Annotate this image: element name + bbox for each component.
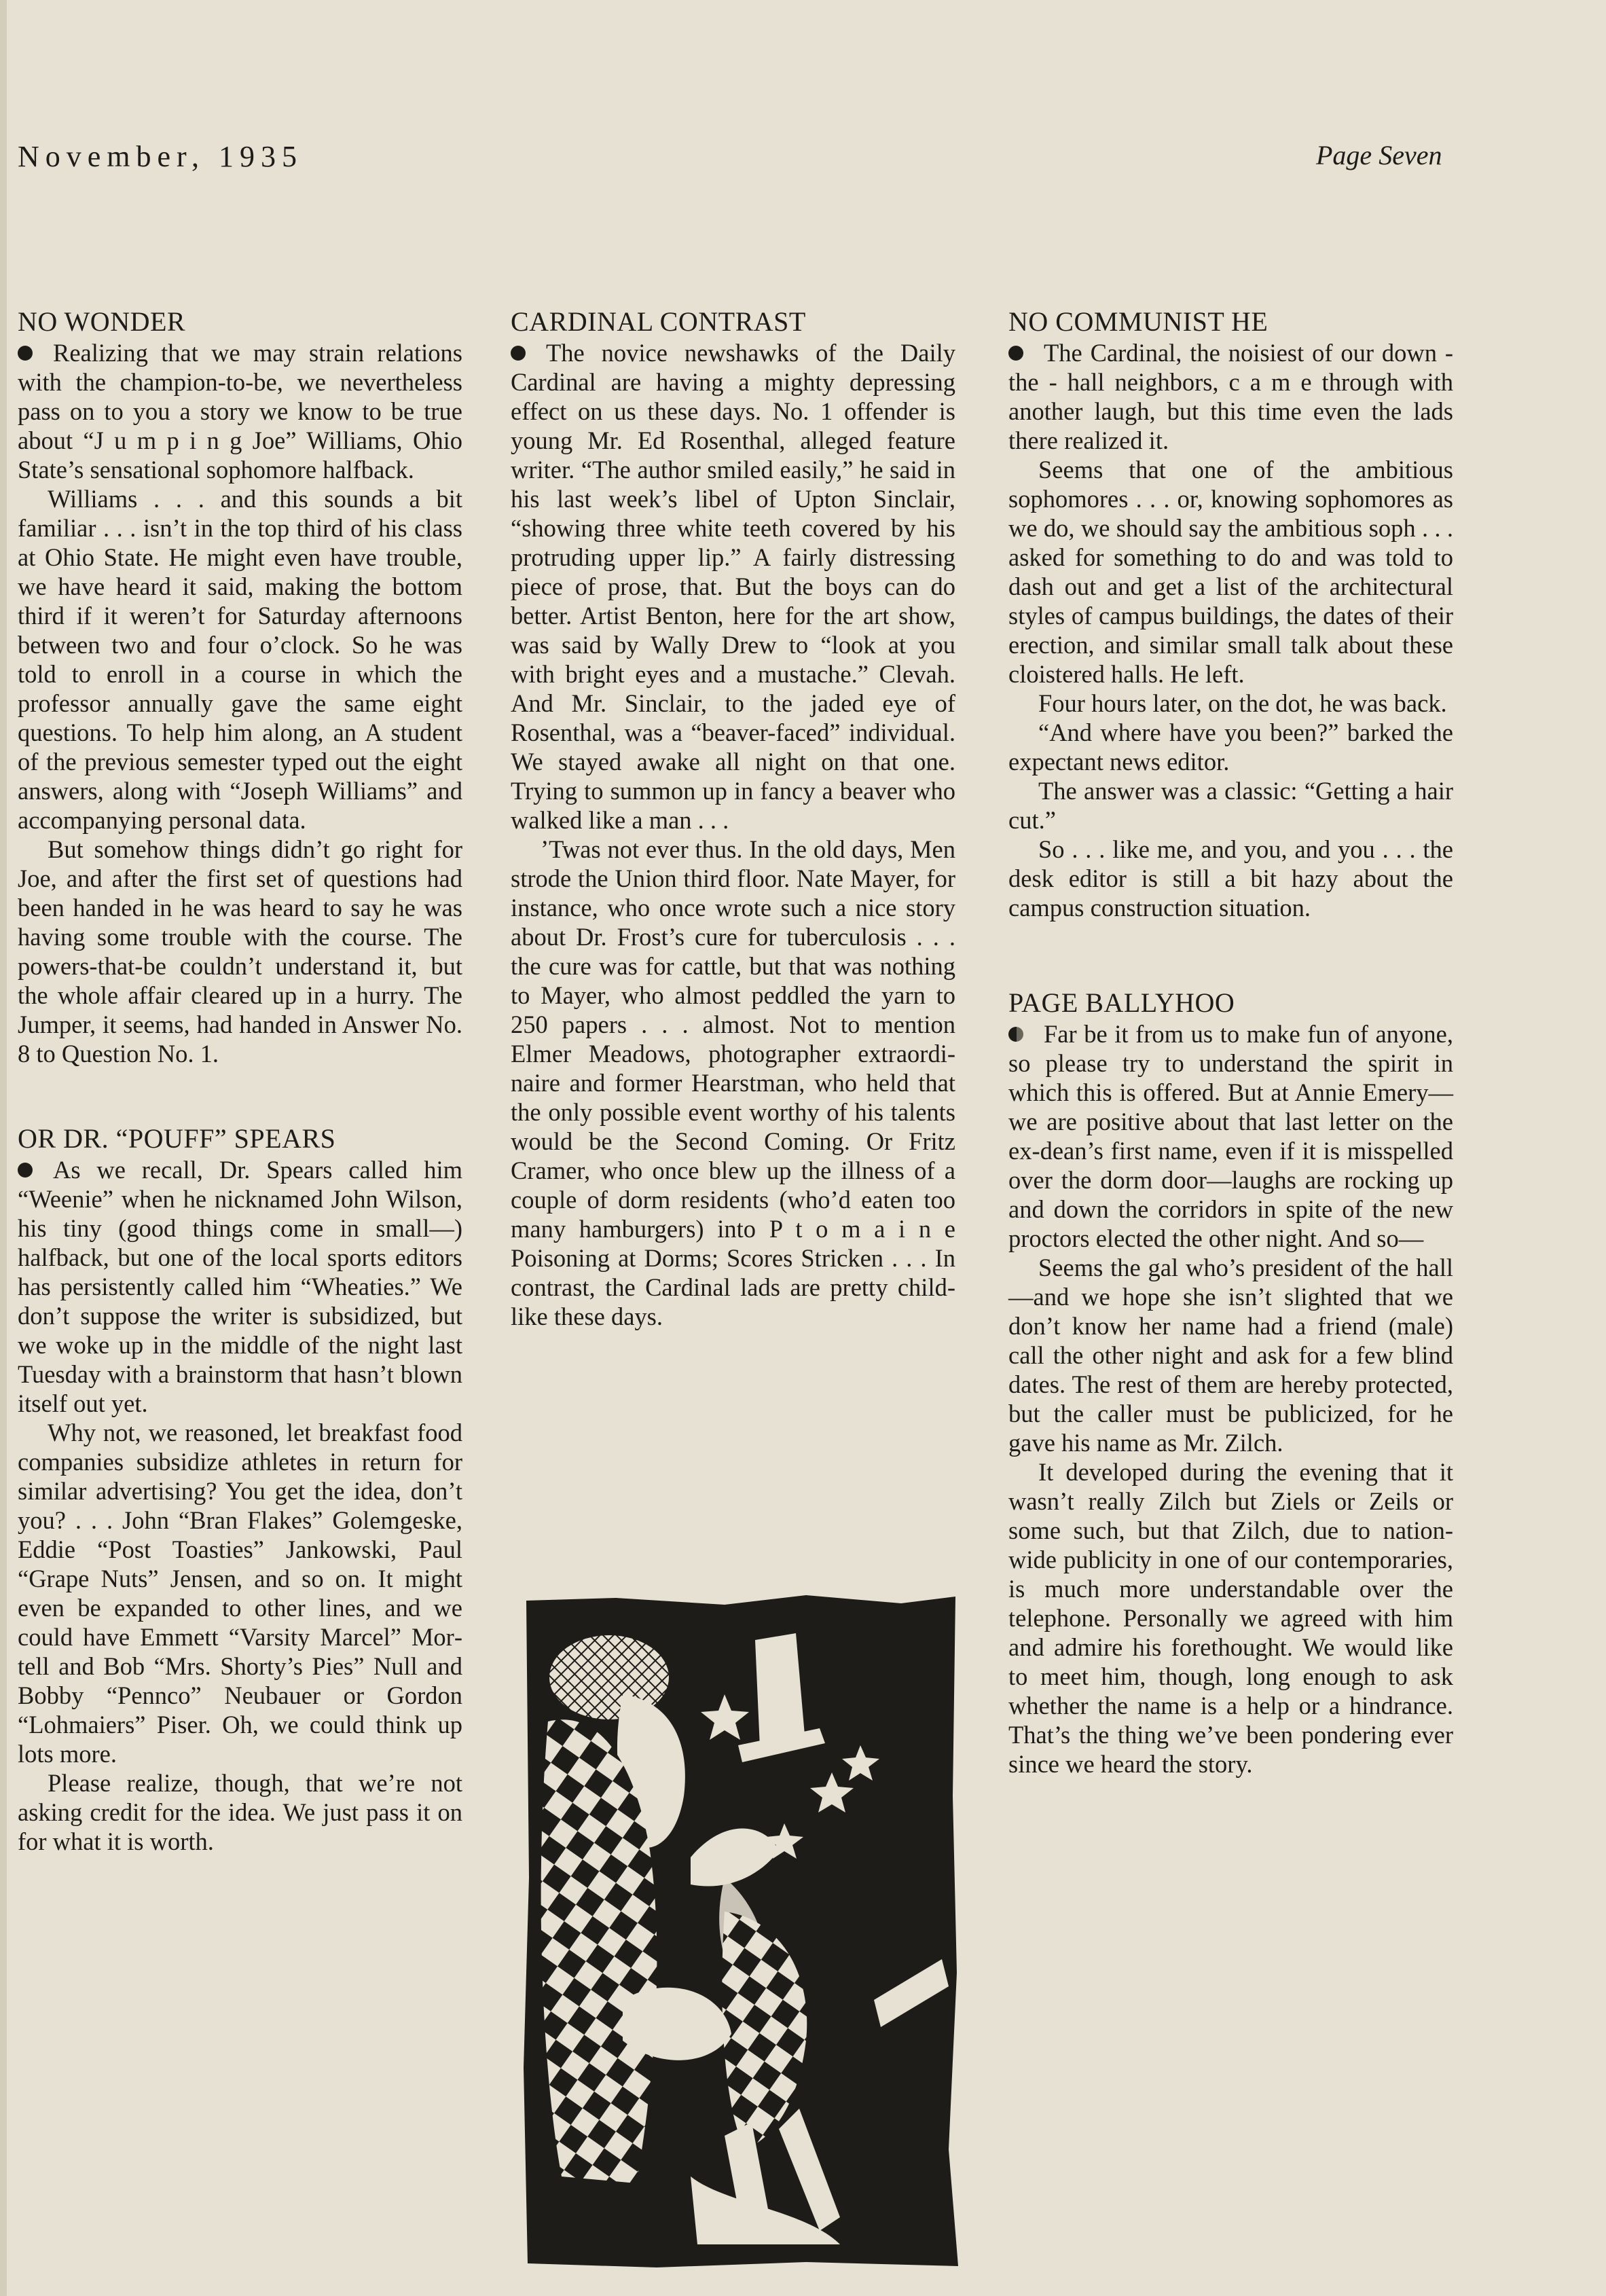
article-paragraph: “And where have you been?” barked the expectant news editor. [1008, 718, 1453, 776]
header-date: November, 1935 [18, 140, 303, 173]
woodcut-illustration [521, 1592, 961, 2272]
page-edge [0, 0, 7, 2296]
article-paragraph: Please realize, though, that we’re not asking credit for the idea. We just pass it on for what it is worth. [18, 1769, 462, 1855]
article-paragraph: Seems that one of the ambitious sophomores . . . or, knowing sophomores as we do, we should say the ambitious soph . . . asked for something to do and was told to dash out and get a list of the architectural styles of campus buildings, the dates of their erection, and similar small talk about these cloistered halls. He left. [1008, 456, 1453, 688]
article-title: NO WONDER [18, 306, 186, 337]
page-number: Page Seven [1316, 140, 1442, 170]
article-pouff-spears [18, 1123, 462, 1856]
article-paragraph: The answer was a classic: “Getting a hair cut.” [1008, 777, 1453, 834]
article-title: PAGE BALLYHOO [1008, 987, 1235, 1018]
article-no-wonder [18, 306, 462, 1068]
article-cardinal-contrast [511, 306, 955, 1331]
article-title: CARDINAL CONTRAST [511, 306, 806, 337]
column-left [18, 306, 462, 1856]
article-paragraph: Realizing that we may strain relations with the champion-to-be, we nevertheless pass on to you a story we know to be true about “J u m p i n g Joe” Williams, Ohio State’s sensational sophomore halfback. [18, 339, 462, 484]
column-right [1008, 306, 1453, 1779]
article-no-communist [1008, 306, 1453, 922]
article-paragraph: It developed during the evening that it wasn’t really Zilch but Ziels or Zeils or some such, but that Zilch, due to nation-wide publicity in one of our contemporaries, is much more understandable over the telephone. Personally we agreed with him and admire his forethought. We would like to meet him, though, long enough to ask whether the name is a help or a hindrance. That’s the thing we’ve been pondering ever since we heard the story. [1008, 1458, 1453, 1778]
article-paragraph: ’Twas not ever thus. In the old days, Men strode the Union third floor. Nate Mayer, for instance, who once wrote such a nice story about Dr. Frost’s cure for tuberculosis . . . the cure was for cattle, but that was nothing to Mayer, who almost peddled the yarn to 250 papers . . . almost. Not to mention Elmer Meadows, photographer extraordinaire and former Hearstman, who held that the only possible event worthy of his talents would be the Second Coming. Or Fritz Cramer, who once blew up the illness of a couple of dorm residents (who’d eaten too many hamburgers) into P t o m a i n e Poisoning at Dorms; Scores Stricken . . . In contrast, the Cardinal lads are pretty child-like these days. [511, 835, 955, 1330]
article-paragraph: As we recall, Dr. Spears called him “Weenie” when he nicknamed John Wilson, his tiny (good things come in small—) halfback, but one of the local sports editors has persistently called him “Wheaties.” We don’t suppose the writer is subsidized, but we woke up in the middle of the night last Tuesday with a brainstorm that hasn’t blown itself out yet. [18, 1156, 462, 1417]
bullet-icon [1008, 346, 1023, 361]
column-middle [511, 306, 955, 1331]
bullet-icon [18, 1163, 33, 1178]
article-paragraph: The novice newshawks of the Daily Cardinal are having a mighty depressing effect on us these days. No. 1 offender is young Mr. Ed Rosenthal, alleged feature writer. “The author smiled easily,” he said in his last week’s libel of Upton Sinclair, “showing three white teeth covered by his protruding upper lip.” A fairly distressing piece of prose, that. But the boys can do better. Artist Benton, here for the art show, was said by Wally Drew to “look at you with bright eyes and a mustache.” Clevah. And Mr. Sinclair, to the jaded eye of Rosenthal, was a “beaver-faced” individual. We stayed awake all night on that one. Trying to summon up in fancy a beaver who walked like a man . . . [511, 339, 955, 834]
article-paragraph: But somehow things didn’t go right for Joe, and after the first set of questions had been handed in he was heard to say he was having some trouble with the course. The powers-that-be couldn’t understand it, but the whole affair cleared up in a hurry. The Jumper, it seems, had handed in Answer No. 8 to Question No. 1. [18, 835, 462, 1068]
article-paragraph: Seems the gal who’s president of the hall—and we hope she isn’t slighted that we don’t know her name had a friend (male) call the other night and ask for a few blind dates. The rest of them are hereby protected, but the caller must be publicized, for he gave his name as Mr. Zilch. [1008, 1254, 1453, 1457]
article-paragraph: Far be it from us to make fun of anyone, so please try to understand the spirit in which this is offered. But at Annie Emery—we are positive about that last letter on the ex-dean’s first name, even if it is misspelled over the dorm door—laughs are rocking up and down the corridors in spite of the new proctors elected the other night. And so— [1008, 1020, 1453, 1252]
article-paragraph: Williams . . . and this sounds a bit familiar . . . isn’t in the top third of his class at Ohio State. He might even have trouble, we have heard it said, making the bottom third if it weren’t for Saturday afternoons between two and four o’clock. So he was told to enroll in a course in which the professor annually gave the same eight questions. To help him along, an A student of the previous semester typed out the eight answers, along with “Joseph Williams” and accompanying personal data. [18, 485, 462, 834]
bullet-icon [18, 346, 33, 361]
bullet-icon [511, 346, 526, 361]
article-paragraph: Why not, we reasoned, let breakfast food companies subsidize athletes in return for similar advertising? You get the idea, don’t you? . . . John “Bran Flakes” Golemgeske, Eddie “Post Toasties” Jankowski, Paul “Grape Nuts” Jensen, and so on. It might even be expanded to other lines, and we could have Emmett “Varsity Marcel” Mortell and Bob “Mrs. Shorty’s Pies” Null and Bobby “Pennco” Neubauer or Gordon “Lohmaiers” Piser. Oh, we could think up lots more. [18, 1419, 462, 1768]
article-page-ballyhoo [1008, 987, 1453, 1779]
article-title: NO COMMUNIST HE [1008, 306, 1269, 337]
bullet-icon [1008, 1027, 1023, 1042]
article-paragraph: Four hours later, on the dot, he was back. [1038, 689, 1447, 717]
article-title: OR DR. “POUFF” SPEARS [18, 1123, 336, 1154]
article-paragraph: The Cardinal, the noisiest of our down - the - hall neighbors, c a m e through with another laugh, but this time even the lads there realized it. [1008, 339, 1453, 454]
article-paragraph: So . . . like me, and you, and you . . . the desk editor is still a bit hazy about the campus construction situation. [1008, 835, 1453, 922]
